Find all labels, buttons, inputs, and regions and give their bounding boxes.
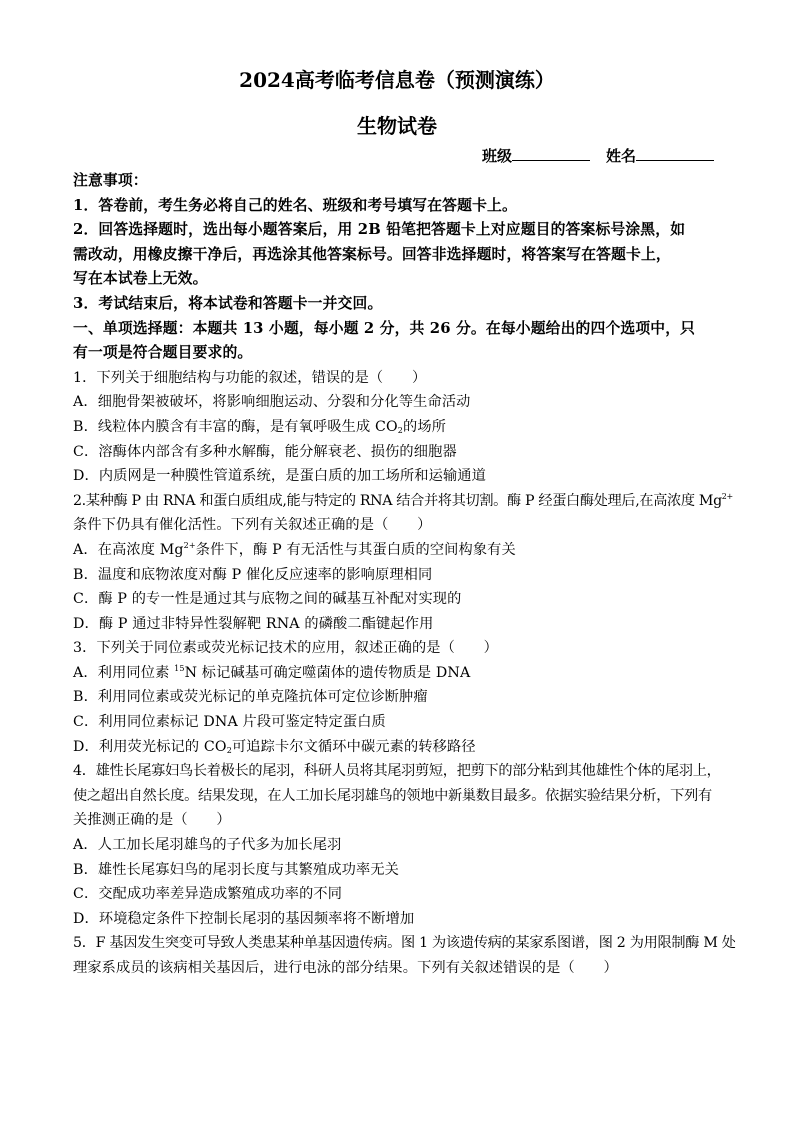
option-d: D．酶 P 通过非特异性裂解靶 RNA 的磷酸二酯键起作用 (73, 615, 434, 632)
notice-line: 2．回答选择题时，选出每小题答案后，用 2B 铅笔把答题卡上对应题目的答案标号涂黑，如 (73, 221, 686, 239)
option-d: D．利用荧光标记的 $CO_2$可追踪卡尔文循环中碳元素的转移路径 (73, 738, 476, 755)
notice-line: 写在本试卷上无效。 (73, 270, 208, 288)
option-b: B．温度和底物浓度对酶 P 催化反应速率的影响原理相同 (73, 566, 433, 583)
option-b: B．线粒体内膜含有丰富的酶，是有氧呼吸生成 $CO_2$的场所 (73, 418, 447, 435)
option-a: A．人工加长尾羽雄鸟的子代多为加长尾羽 (73, 837, 342, 854)
question-stem: 2.某种酶 P 由 RNA 和蛋白质组成,能与特定的 RNA 结合并将其切割。酶 P 经蛋白酶处理后,在高浓度 $Mg^{2+}$ (73, 491, 733, 509)
exam-title: 2024高考临考信息卷（预测演练） (239, 68, 555, 92)
question-stem: 3．下列关于同位素或荧光标记技术的应用，叙述正确的是（ ） (73, 640, 498, 657)
option-c: C．酶 P 的专一性是通过其与底物之间的碱基互补配对实现的 (73, 591, 462, 608)
notice-line: 1．答卷前，考生务必将自己的姓名、班级和考号填写在答题卡上。 (73, 196, 517, 214)
question-stem: 关推测正确的是（ ） (73, 812, 231, 829)
option-b: B．利用同位素或荧光标记的单克隆抗体可定位诊断肿瘤 (73, 689, 428, 706)
option-d: D．环境稳定条件下控制长尾羽的基因频率将不断增加 (73, 910, 415, 927)
option-b: B．雄性长尾寡妇鸟的尾羽长度与其繁殖成功率无关 (73, 861, 400, 878)
option-a: A．利用同位素 $^{15}$N 标记碱基可确定噬菌体的遗传物质是 DNA (73, 663, 471, 681)
notice-line: 需改动，用橡皮擦干净后，再选涂其他答案标号。回答非选择题时，将答案写在答题卡上， (73, 245, 671, 263)
question-stem: 1．下列关于细胞结构与功能的叙述，错误的是（ ） (73, 369, 427, 386)
notice-line: 3．考试结束后，将本试卷和答题卡一并交回。 (73, 294, 383, 312)
exam-content (73, 169, 736, 981)
option-a: A．在高浓度 $Mg^{2+}$条件下，酶 P 有无活性与其蛋白质的空间构象有关 (73, 540, 516, 558)
option-d: D．内质网是一种膜性管道系统，是蛋白质的加工场所和运输通道 (73, 468, 486, 485)
question-stem: 5．F 基因发生突变可导致人类患某种单基因遗传病。图 1 为该遗传病的某家系图谱，图 2 为用限制酶 M 处 (73, 935, 736, 952)
question-stem: 条件下仍具有催化活性。下列有关叙述正确的是（ ） (73, 517, 432, 534)
question-stem: 4．雄性长尾寡妇鸟长着极长的尾羽，科研人员将其尾羽剪短，把剪下的部分粘到其他雄性个体的尾羽上， (73, 763, 721, 780)
student-info-line (482, 146, 714, 166)
notice-heading: 注意事项： (73, 172, 148, 189)
name-label: 姓名 (606, 147, 637, 165)
question-stem: 使之超出自然长度。结果发现，在人工加长尾羽雄鸟的领地中新巢数目最多。依据实验结果分析，下列有 (73, 787, 712, 804)
name-blank[interactable] (636, 146, 714, 161)
option-c: C．利用同位素标记 DNA 片段可鉴定特定蛋白质 (73, 714, 386, 731)
section-heading: 有一项是符合题目要求的。 (73, 344, 253, 362)
section-heading: 一、单项选择题：本题共 13 小题，每小题 2 分，共 26 分。在每小题给出的四个选项中，只 (73, 319, 696, 337)
option-a: A．细胞骨架被破坏，将影响细胞运动、分裂和分化等生命活动 (73, 394, 471, 411)
class-blank[interactable] (512, 146, 590, 161)
option-c: C．交配成功率差异造成繁殖成功率的不同 (73, 886, 343, 903)
class-label: 班级 (482, 147, 513, 165)
exam-subtitle: 生物试卷 (357, 114, 437, 138)
question-stem: 理家系成员的该病相关基因后，进行电泳的部分结果。下列有关叙述错误的是（ ） (73, 960, 618, 976)
option-c: C．溶酶体内部含有多种水解酶，能分解衰老、损伤的细胞器 (73, 443, 457, 460)
